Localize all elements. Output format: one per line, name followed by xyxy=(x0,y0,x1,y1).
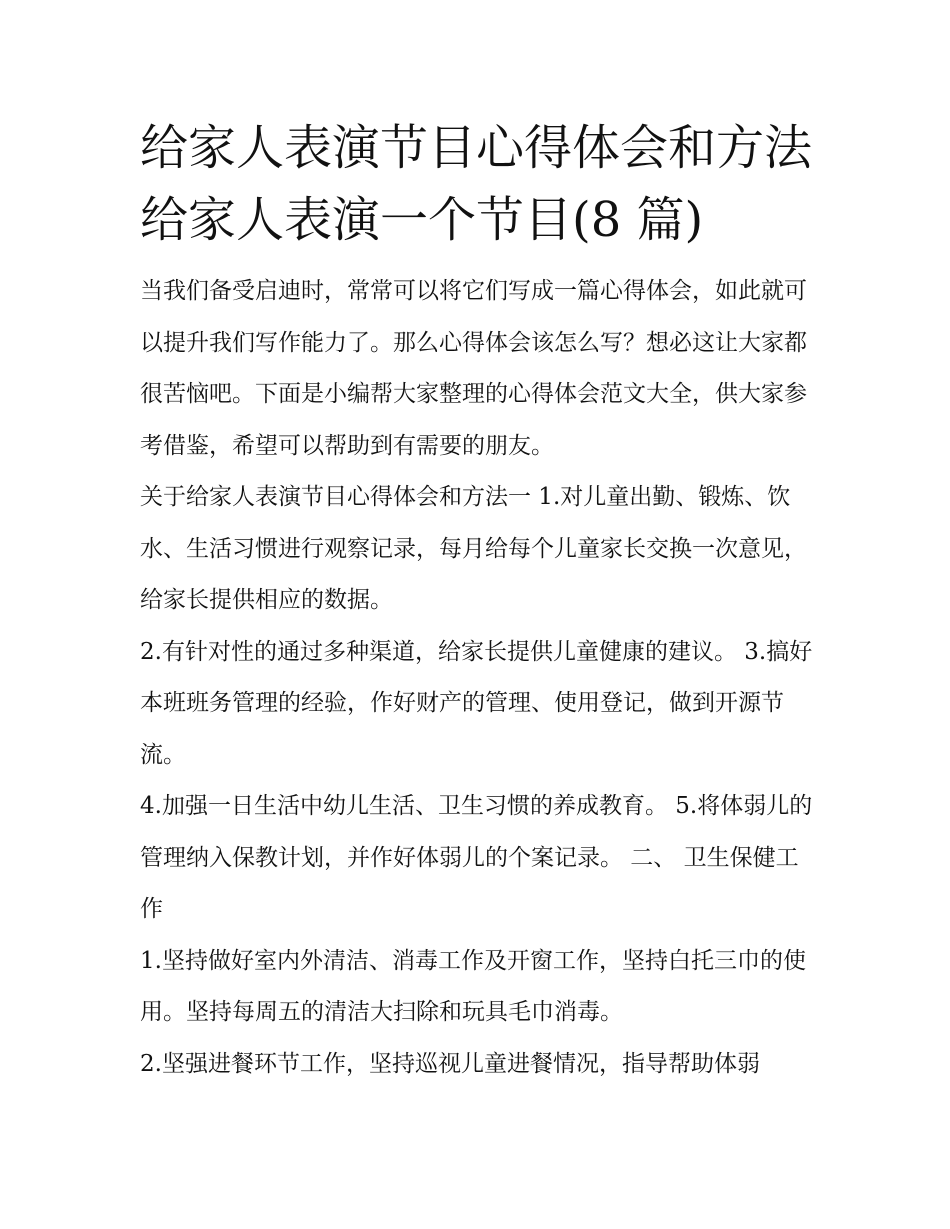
paragraph-1: 关于给家人表演节目心得体会和方法一 1.对儿童出勤、锻炼、饮水、生活习惯进行观察记录，每月给每个儿童家长交换一次意见，给家长提供相应的数据。 xyxy=(140,484,807,613)
paragraph-3: 4.加强一日生活中幼儿生活、卫生习惯的养成教育。 5.将体弱儿的管理纳入保教计划，并作好体弱儿的个案记录。 二、 卫生保健工作 xyxy=(140,793,813,922)
paragraph-5: 2.坚强进餐环节工作，坚持巡视儿童进餐情况，指导帮助体弱 xyxy=(140,1050,760,1077)
paragraph-4: 1.坚持做好室内外清洁、消毒工作及开窗工作，坚持白托三巾的使用。坚持每周五的清洁大扫除和玩具毛巾消毒。 xyxy=(140,947,806,1025)
paragraph-intro: 当我们备受启迪时，常常可以将它们写成一篇心得体会，如此就可以提升我们写作能力了。那么心得体会该怎么写？想必这让大家都很苦恼吧。下面是小编帮大家整理的心得体会范文大全，供大家参考借鉴，希望可以帮助到有需要的朋友。 xyxy=(140,278,807,459)
document-page xyxy=(140,112,815,1090)
document-title: 给家人表演节目心得体会和方法 给家人表演一个节目(8 篇) xyxy=(140,120,813,248)
paragraph-2: 2.有针对性的通过多种渠道，给家长提供儿童健康的建议。 3.搞好本班班务管理的经验，作好财产的管理、使用登记，做到开源节流。 xyxy=(140,638,813,768)
